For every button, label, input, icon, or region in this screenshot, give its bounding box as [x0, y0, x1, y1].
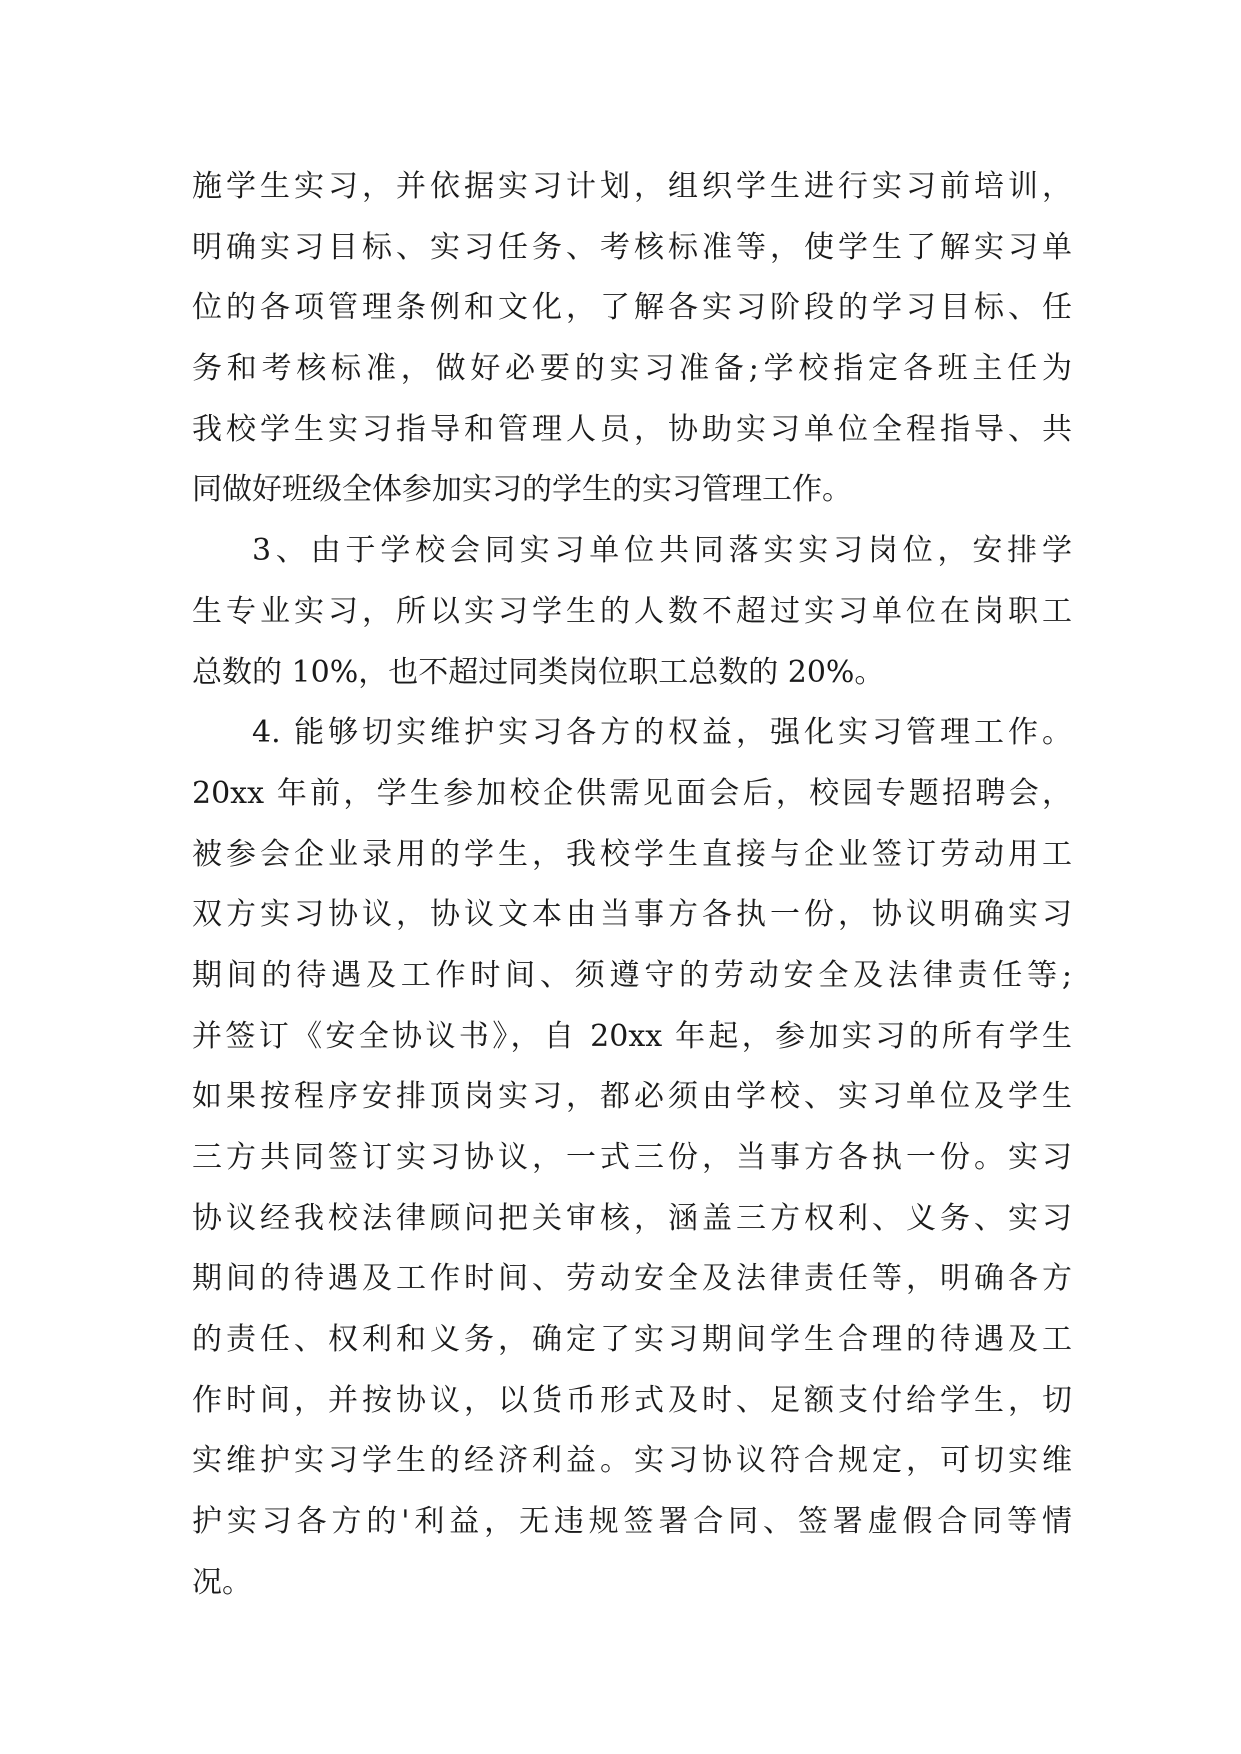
text-line: 并签订《安全协议书》，自 20xx 年起，参加实习的所有学生 [192, 1018, 1072, 1054]
text-line: 同做好班级全体参加实习的学生的实习管理工作。 [192, 472, 852, 508]
text-line: 的责任、权利和义务，确定了实习期间学生合理的待遇及工 [192, 1322, 1072, 1358]
text-line: 20xx 年前，学生参加校企供需见面会后，校园专题招聘会， [192, 775, 1072, 811]
text-line: 三方共同签订实习协议，一式三份，当事方各执一份。实习 [192, 1140, 1072, 1175]
text-line: 协议经我校法律顾问把关审核，涵盖三方权利、义务、实习 [192, 1200, 1072, 1236]
text-line: 务和考核标准，做好必要的实习准备;学校指定各班主任为 [192, 351, 1072, 387]
text-line: 护实习各方的'利益，无违规签署合同、签署虚假合同等情 [192, 1504, 1072, 1540]
text-line: 如果按程序安排顶岗实习，都必须由学校、实习单位及学生 [192, 1079, 1072, 1115]
text-line: 生专业实习，所以实习学生的人数不超过实习单位在岗职工 [192, 593, 1072, 629]
paragraph-4-first-line: 4. 能够切实维护实习各方的权益，强化实习管理工作。 [252, 715, 1072, 751]
text-line: 被参会企业录用的学生，我校学生直接与企业签订劳动用工 [192, 836, 1072, 872]
text-line: 总数的 10%，也不超过同类岗位职工总数的 20%。 [192, 654, 885, 690]
text-line: 作时间，并按协议，以货币形式及时、足额支付给学生，切 [192, 1382, 1072, 1418]
paragraph-3-first-line: 3、由于学校会同实习单位共同落实实习岗位，安排学 [252, 533, 1072, 569]
text-line: 施学生实习，并依据实习计划，组织学生进行实习前培训， [192, 169, 1072, 204]
text-line: 明确实习目标、实习任务、考核标准等，使学生了解实习单 [192, 229, 1072, 265]
text-line: 期间的待遇及工作时间、劳动安全及法律责任等，明确各方 [192, 1261, 1072, 1297]
text-line: 期间的待遇及工作时间、须遵守的劳动安全及法律责任等; [192, 957, 1072, 993]
document-body [192, 157, 1072, 1614]
text-line: 实维护实习学生的经济利益。实习协议符合规定，可切实维 [192, 1443, 1072, 1479]
text-line: 位的各项管理条例和文化，了解各实习阶段的学习目标、任 [192, 290, 1072, 326]
text-line: 双方实习协议，协议文本由当事方各执一份，协议明确实习 [192, 897, 1072, 933]
text-line: 我校学生实习指导和管理人员，协助实习单位全程指导、共 [192, 411, 1072, 447]
text-line: 况。 [192, 1564, 252, 1600]
